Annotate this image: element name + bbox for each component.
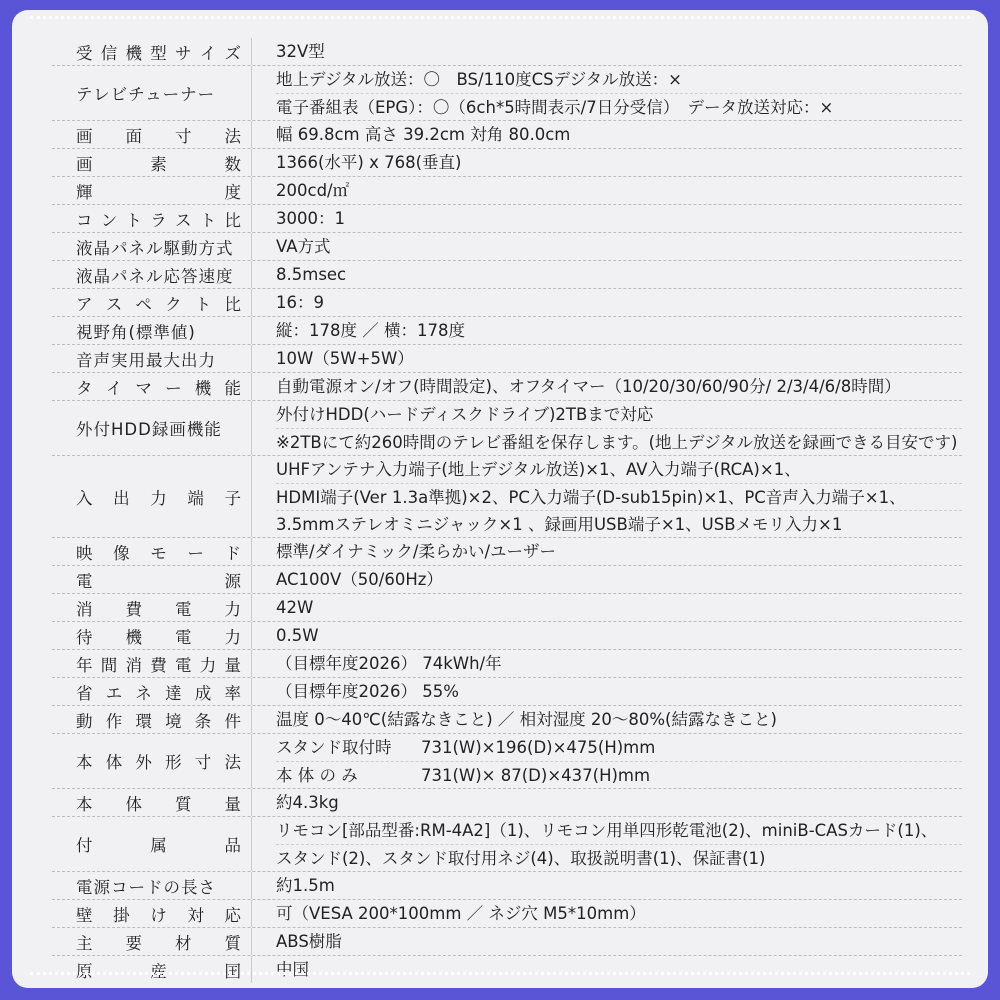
spec-label-text: テレビチューナー	[76, 85, 216, 104]
spec-value	[252, 706, 962, 733]
spec-value	[252, 401, 962, 455]
spec-value	[252, 789, 962, 816]
spec-row	[52, 261, 962, 289]
spec-value	[252, 734, 962, 788]
spec-value	[252, 594, 962, 621]
spec-value	[252, 345, 962, 372]
spec-value-line: 16：9	[276, 293, 324, 312]
spec-row	[52, 734, 962, 789]
spec-row	[52, 205, 962, 233]
spec-row	[52, 706, 962, 734]
spec-value-line: 8.5msec	[276, 265, 347, 284]
spec-value-line: AC100V（50/60Hz）	[276, 570, 443, 589]
spec-row	[52, 538, 962, 566]
top-dotted-divider	[30, 16, 970, 19]
spec-value	[252, 456, 962, 537]
spec-value	[252, 928, 962, 955]
spec-value	[252, 956, 962, 983]
spec-row	[52, 345, 962, 373]
spec-row	[52, 789, 962, 817]
spec-value	[252, 66, 962, 120]
spec-label-text: 付 属 品	[76, 836, 241, 855]
spec-value-line: 1366(水平) x 768(垂直)	[276, 153, 462, 172]
spec-label-text: 消 費 電 力	[76, 599, 241, 619]
spec-value-line: 電子番組表（EPG）：〇（6ch*5時間表示/7日分受信） データ放送対応：×	[276, 93, 962, 120]
spec-label-text: 画 素 数	[76, 154, 241, 174]
spec-value-line: 32V型	[276, 42, 325, 61]
spec-value-line: （目標年度2026） 55%	[276, 682, 459, 701]
spec-row	[52, 233, 962, 261]
spec-label	[52, 177, 252, 204]
spec-label	[52, 538, 252, 565]
spec-table	[52, 38, 962, 983]
spec-value	[252, 38, 962, 65]
spec-label	[52, 149, 252, 176]
spec-label-text: 外付HDD録画機能	[76, 420, 222, 439]
spec-value-line: 3.5mmステレオミニジャック×1 、録画用USB端子×1、USBメモリ入力×1	[276, 510, 962, 537]
spec-label	[52, 289, 252, 316]
spec-value-line: VA方式	[276, 237, 331, 256]
spec-label	[52, 401, 252, 455]
spec-label-text: 輝 度	[76, 182, 241, 202]
spec-value	[252, 678, 962, 705]
spec-value-line: 約4.3kg	[276, 793, 339, 812]
spec-label	[52, 261, 252, 288]
spec-value-line: 中国	[276, 960, 309, 979]
spec-label-text: 電 源	[76, 571, 241, 591]
spec-value	[252, 289, 962, 316]
spec-value-line: 地上デジタル放送：〇 BS/110度CSデジタル放送：×	[276, 70, 682, 89]
spec-value-line: 約1.5m	[276, 876, 335, 895]
spec-value-line: 幅 69.8cm 高さ 39.2cm 対角 80.0cm	[276, 125, 571, 144]
spec-value	[252, 261, 962, 288]
spec-value	[252, 233, 962, 260]
spec-value-line: ※2TBにて約260時間のテレビ番組を保存します。(地上デジタル放送を録画できる目安です)	[276, 428, 962, 455]
spec-value	[252, 121, 962, 148]
spec-value-line: ABS樹脂	[276, 932, 342, 951]
spec-value	[252, 538, 962, 565]
spec-value-line: 可（VESA 200*100mm ／ ネジ穴 M5*10mm）	[276, 904, 646, 923]
spec-label	[52, 650, 252, 677]
spec-row	[52, 121, 962, 149]
spec-value	[252, 872, 962, 899]
spec-value-line: 3000：1	[276, 209, 345, 228]
spec-value	[252, 817, 962, 871]
spec-value-line: 本 体 の み 731(W)× 87(D)×437(H)mm	[276, 761, 962, 788]
spec-label	[52, 928, 252, 955]
spec-value-line: 0.5W	[276, 626, 319, 645]
spec-label	[52, 345, 252, 372]
spec-label-text: 受 信 機 型 サ イ ズ	[76, 43, 241, 63]
spec-label-text: 原 産 国	[76, 961, 241, 981]
spec-row	[52, 149, 962, 177]
spec-value-line: 自動電源オン/オフ(時間設定)、オフタイマー（10/20/30/60/90分/ 2/3/4/6/8時間）	[276, 377, 901, 396]
spec-value-line: スタンド(2)、スタンド取付用ネジ(4)、取扱説明書(1)、保証書(1)	[276, 844, 962, 871]
spec-row	[52, 900, 962, 928]
spec-label-text: コ ン ト ラ ス ト 比	[76, 210, 241, 230]
spec-label	[52, 678, 252, 705]
spec-row	[52, 289, 962, 317]
spec-value-line: 縦：178度 ／ 横：178度	[276, 321, 465, 340]
spec-row	[52, 317, 962, 345]
spec-row	[52, 594, 962, 622]
spec-row	[52, 872, 962, 900]
spec-value	[252, 177, 962, 204]
spec-card	[12, 10, 988, 988]
spec-label-text: 液晶パネル駆動方式	[76, 238, 234, 258]
spec-label-text: 画 面 寸 法	[76, 126, 241, 146]
spec-row	[52, 456, 962, 538]
spec-label-text: 待 機 電 力	[76, 627, 241, 647]
spec-row	[52, 373, 962, 401]
spec-value	[252, 373, 962, 400]
spec-value	[252, 566, 962, 593]
spec-label-text: 省 エ ネ 達 成 率	[76, 683, 241, 703]
spec-label	[52, 872, 252, 899]
spec-label-text: 入 出 力 端 子	[76, 488, 241, 508]
spec-value-line: 標準/ダイナミック/柔らかい/ユーザー	[276, 542, 557, 561]
spec-value	[252, 622, 962, 649]
spec-label-text: ア ス ペ ク ト 比	[76, 294, 241, 314]
spec-value	[252, 900, 962, 927]
spec-label	[52, 373, 252, 400]
spec-value-line: UHFアンテナ入力端子(地上デジタル放送)×1、AV入力端子(RCA)×1、	[276, 460, 801, 479]
spec-value	[252, 205, 962, 232]
spec-label-text: 音声実用最大出力	[76, 350, 216, 370]
spec-label	[52, 205, 252, 232]
spec-label-text: 視野角(標準値)	[76, 322, 196, 342]
spec-label	[52, 594, 252, 621]
spec-label	[52, 38, 252, 65]
bottom-dotted-divider	[30, 972, 970, 975]
spec-label	[52, 734, 252, 788]
spec-label-text: 本 体 外 形 寸 法	[76, 753, 241, 772]
spec-row	[52, 650, 962, 678]
spec-row	[52, 678, 962, 706]
spec-row	[52, 928, 962, 956]
spec-label-text: 壁 掛 け 対 応	[76, 905, 241, 925]
spec-label-text: タ イ マ ー 機 能	[76, 378, 241, 398]
spec-label	[52, 66, 252, 120]
spec-label	[52, 456, 252, 537]
spec-label-text: 映 像 モ ー ド	[76, 543, 241, 563]
spec-label	[52, 817, 252, 871]
spec-value-line: リモコン[部品型番:RM-4A2]（1)、リモコン用単四形乾電池(2)、miniB-CASカード(1)、	[276, 821, 938, 840]
spec-row	[52, 566, 962, 594]
spec-label	[52, 622, 252, 649]
spec-value-line: （目標年度2026） 74kWh/年	[276, 654, 502, 673]
spec-row	[52, 622, 962, 650]
spec-label	[52, 233, 252, 260]
spec-label-text: 本 体 質 量	[76, 794, 241, 814]
spec-label	[52, 566, 252, 593]
spec-label-text: 年 間 消 費 電 力 量	[76, 655, 241, 675]
spec-value	[252, 317, 962, 344]
spec-row	[52, 177, 962, 205]
spec-label	[52, 706, 252, 733]
spec-label	[52, 317, 252, 344]
spec-row	[52, 66, 962, 121]
spec-row	[52, 817, 962, 872]
spec-label	[52, 121, 252, 148]
spec-label-text: 主 要 材 質	[76, 933, 241, 953]
spec-label	[52, 956, 252, 983]
spec-value-line: 温度 0～40℃(結露なきこと) ／ 相対湿度 20～80%(結露なきこと)	[276, 710, 777, 729]
spec-value-line: 外付けHDD(ハードディスクドライブ)2TBまで対応	[276, 405, 654, 424]
spec-value-line: HDMI端子(Ver 1.3a準拠)×2、PC入力端子(D-sub15pin)×1、PC音声入力端子×1、	[276, 483, 962, 510]
spec-row	[52, 38, 962, 66]
spec-label-text: 液晶パネル応答速度	[76, 266, 234, 286]
spec-value-line: 10W（5W+5W）	[276, 349, 414, 368]
spec-row	[52, 401, 962, 456]
spec-value	[252, 650, 962, 677]
spec-value-line: 42W	[276, 598, 314, 617]
spec-row	[52, 956, 962, 983]
spec-value	[252, 149, 962, 176]
spec-label	[52, 900, 252, 927]
spec-value-line: 200cd/㎡	[276, 181, 350, 200]
spec-label-text: 動 作 環 境 条 件	[76, 711, 241, 731]
spec-value-line: スタンド取付時 731(W)×196(D)×475(H)mm	[276, 738, 656, 757]
spec-label-text: 電源コードの長さ	[76, 877, 216, 897]
spec-label	[52, 789, 252, 816]
